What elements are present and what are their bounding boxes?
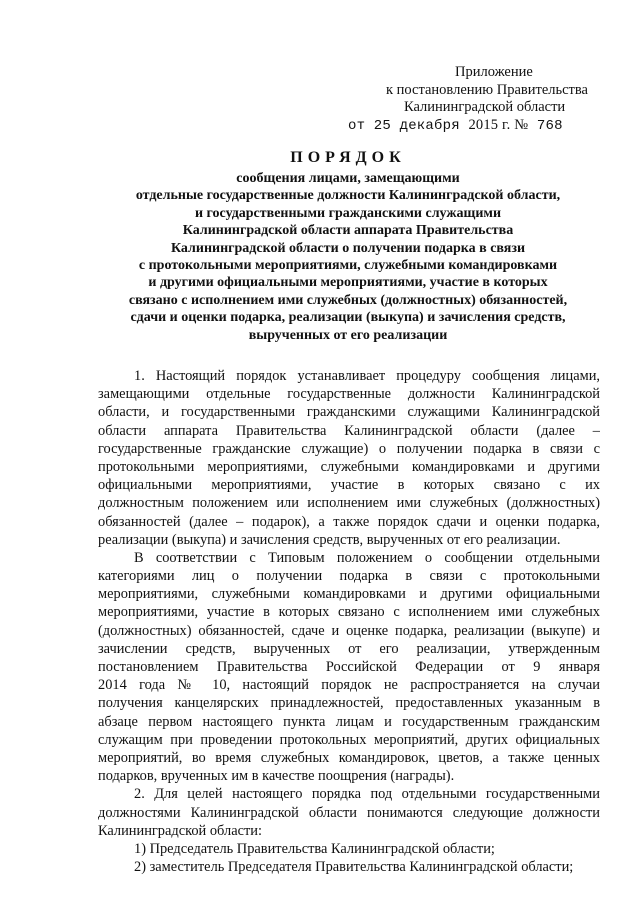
- body-line: абзаце первом настоящего пункта лицам и государственным гражданским: [98, 713, 600, 730]
- body-line: (должностных) обязанностей, сдаче и оценке подарка, реализации (выкупе) и: [98, 622, 600, 639]
- body-line: протокольными мероприятиями, служебными командировками и другими: [98, 458, 600, 475]
- body-line: должностным положением или исполнением ими служебных (должностных): [98, 495, 600, 512]
- appendix-year-number-label: 2015 г. №: [468, 116, 529, 133]
- body-line: В соответствии с Типовым положением о сообщении отдельными: [134, 549, 600, 566]
- body-line: мероприятиями, участие в которых связано с исполнением ими служебных: [98, 604, 600, 621]
- body-line: мероприятий, во время служебных командировок, цветов, а также ценных: [98, 749, 600, 766]
- body-line: должностями Калининградской области понимаются следующие должности: [98, 804, 600, 821]
- heading-line: связано с исполнением ими служебных (должностных) обязанностей,: [128, 292, 568, 308]
- body-line: государственные гражданские служащие) о получении подарка в связи с: [98, 440, 600, 457]
- heading-line: вырученных от его реализации: [248, 327, 448, 343]
- appendix-label: Приложение: [455, 64, 533, 80]
- heading-line: Калининградской области о получении подарка в связи: [170, 240, 526, 256]
- body-line: мероприятиями, служебными командировками и другими официальными: [98, 586, 600, 603]
- appendix-region: Калининградской области: [404, 99, 566, 115]
- heading-line: сообщения лицами, замещающими: [236, 171, 460, 186]
- body-line: получения канцелярских принадлежностей, предоставленных указанным в: [98, 695, 600, 712]
- appendix-block: [348, 64, 618, 135]
- appendix-resolution: к постановлению Правительства: [386, 81, 588, 98]
- body-line: подарков, врученных им в качестве поощрения (награды).: [98, 768, 455, 785]
- body-line: реализации (выкупа) и зачисления средств, вырученных от его реализации.: [98, 531, 561, 548]
- body-line: служащим при проведении протокольных мероприятий, других официальных: [98, 731, 600, 748]
- appendix-date-line: [348, 117, 618, 136]
- heading-line: сдачи и оценки подарка, реализации (выкупа) и зачисления средств,: [130, 310, 566, 326]
- body-line: обязанностей (далее – подарок), а также порядок сдачи и оценки подарка,: [98, 513, 600, 530]
- document-body: [98, 367, 600, 876]
- body-line: официальными мероприятиями, участие в которых связано с их: [98, 477, 600, 494]
- body-line: замещающими отдельные государственные должности Калининградской: [98, 386, 600, 403]
- body-line: 1) Председатель Правительства Калининградской области;: [134, 840, 495, 857]
- appendix-date: от 25 декабря: [348, 117, 460, 134]
- document-title: ПОРЯДОК: [290, 149, 406, 166]
- body-line: области аппарата Правительства Калининградской области (далее –: [98, 422, 600, 439]
- body-line: категориями лиц о получении подарка в связи с протокольными: [98, 568, 600, 585]
- body-line: 2014 года № 10, настоящий порядок не распространяется на случаи: [98, 677, 600, 694]
- heading-line: Калининградской области аппарата Правительства: [182, 223, 514, 239]
- heading-line: и государственными гражданскими служащими: [194, 205, 502, 221]
- heading-line: отдельные государственные должности Калининградской области,: [135, 188, 561, 204]
- document-heading: [98, 170, 598, 344]
- body-line: 2) заместитель Председателя Правительства Калининградской области;: [134, 859, 574, 876]
- heading-line: и другими официальными мероприятиями, участие в которых: [148, 275, 548, 291]
- appendix-number: 768: [536, 117, 563, 134]
- body-line: постановлением Правительства Российской Федерации от 9 января: [98, 659, 600, 675]
- body-line: 2. Для целей настоящего порядка под отдельными государственными: [134, 786, 600, 803]
- heading-line: с протокольными мероприятиями, служебными командировками: [138, 258, 558, 274]
- body-line: Калининградской области:: [98, 822, 262, 839]
- body-line: 1. Настоящий порядок устанавливает процедуру сообщения лицами,: [134, 368, 600, 384]
- body-line: зачислении средств, вырученных от его реализации, утвержденным: [98, 640, 600, 657]
- body-line: области, и государственными гражданскими служащими Калининградской: [98, 404, 600, 421]
